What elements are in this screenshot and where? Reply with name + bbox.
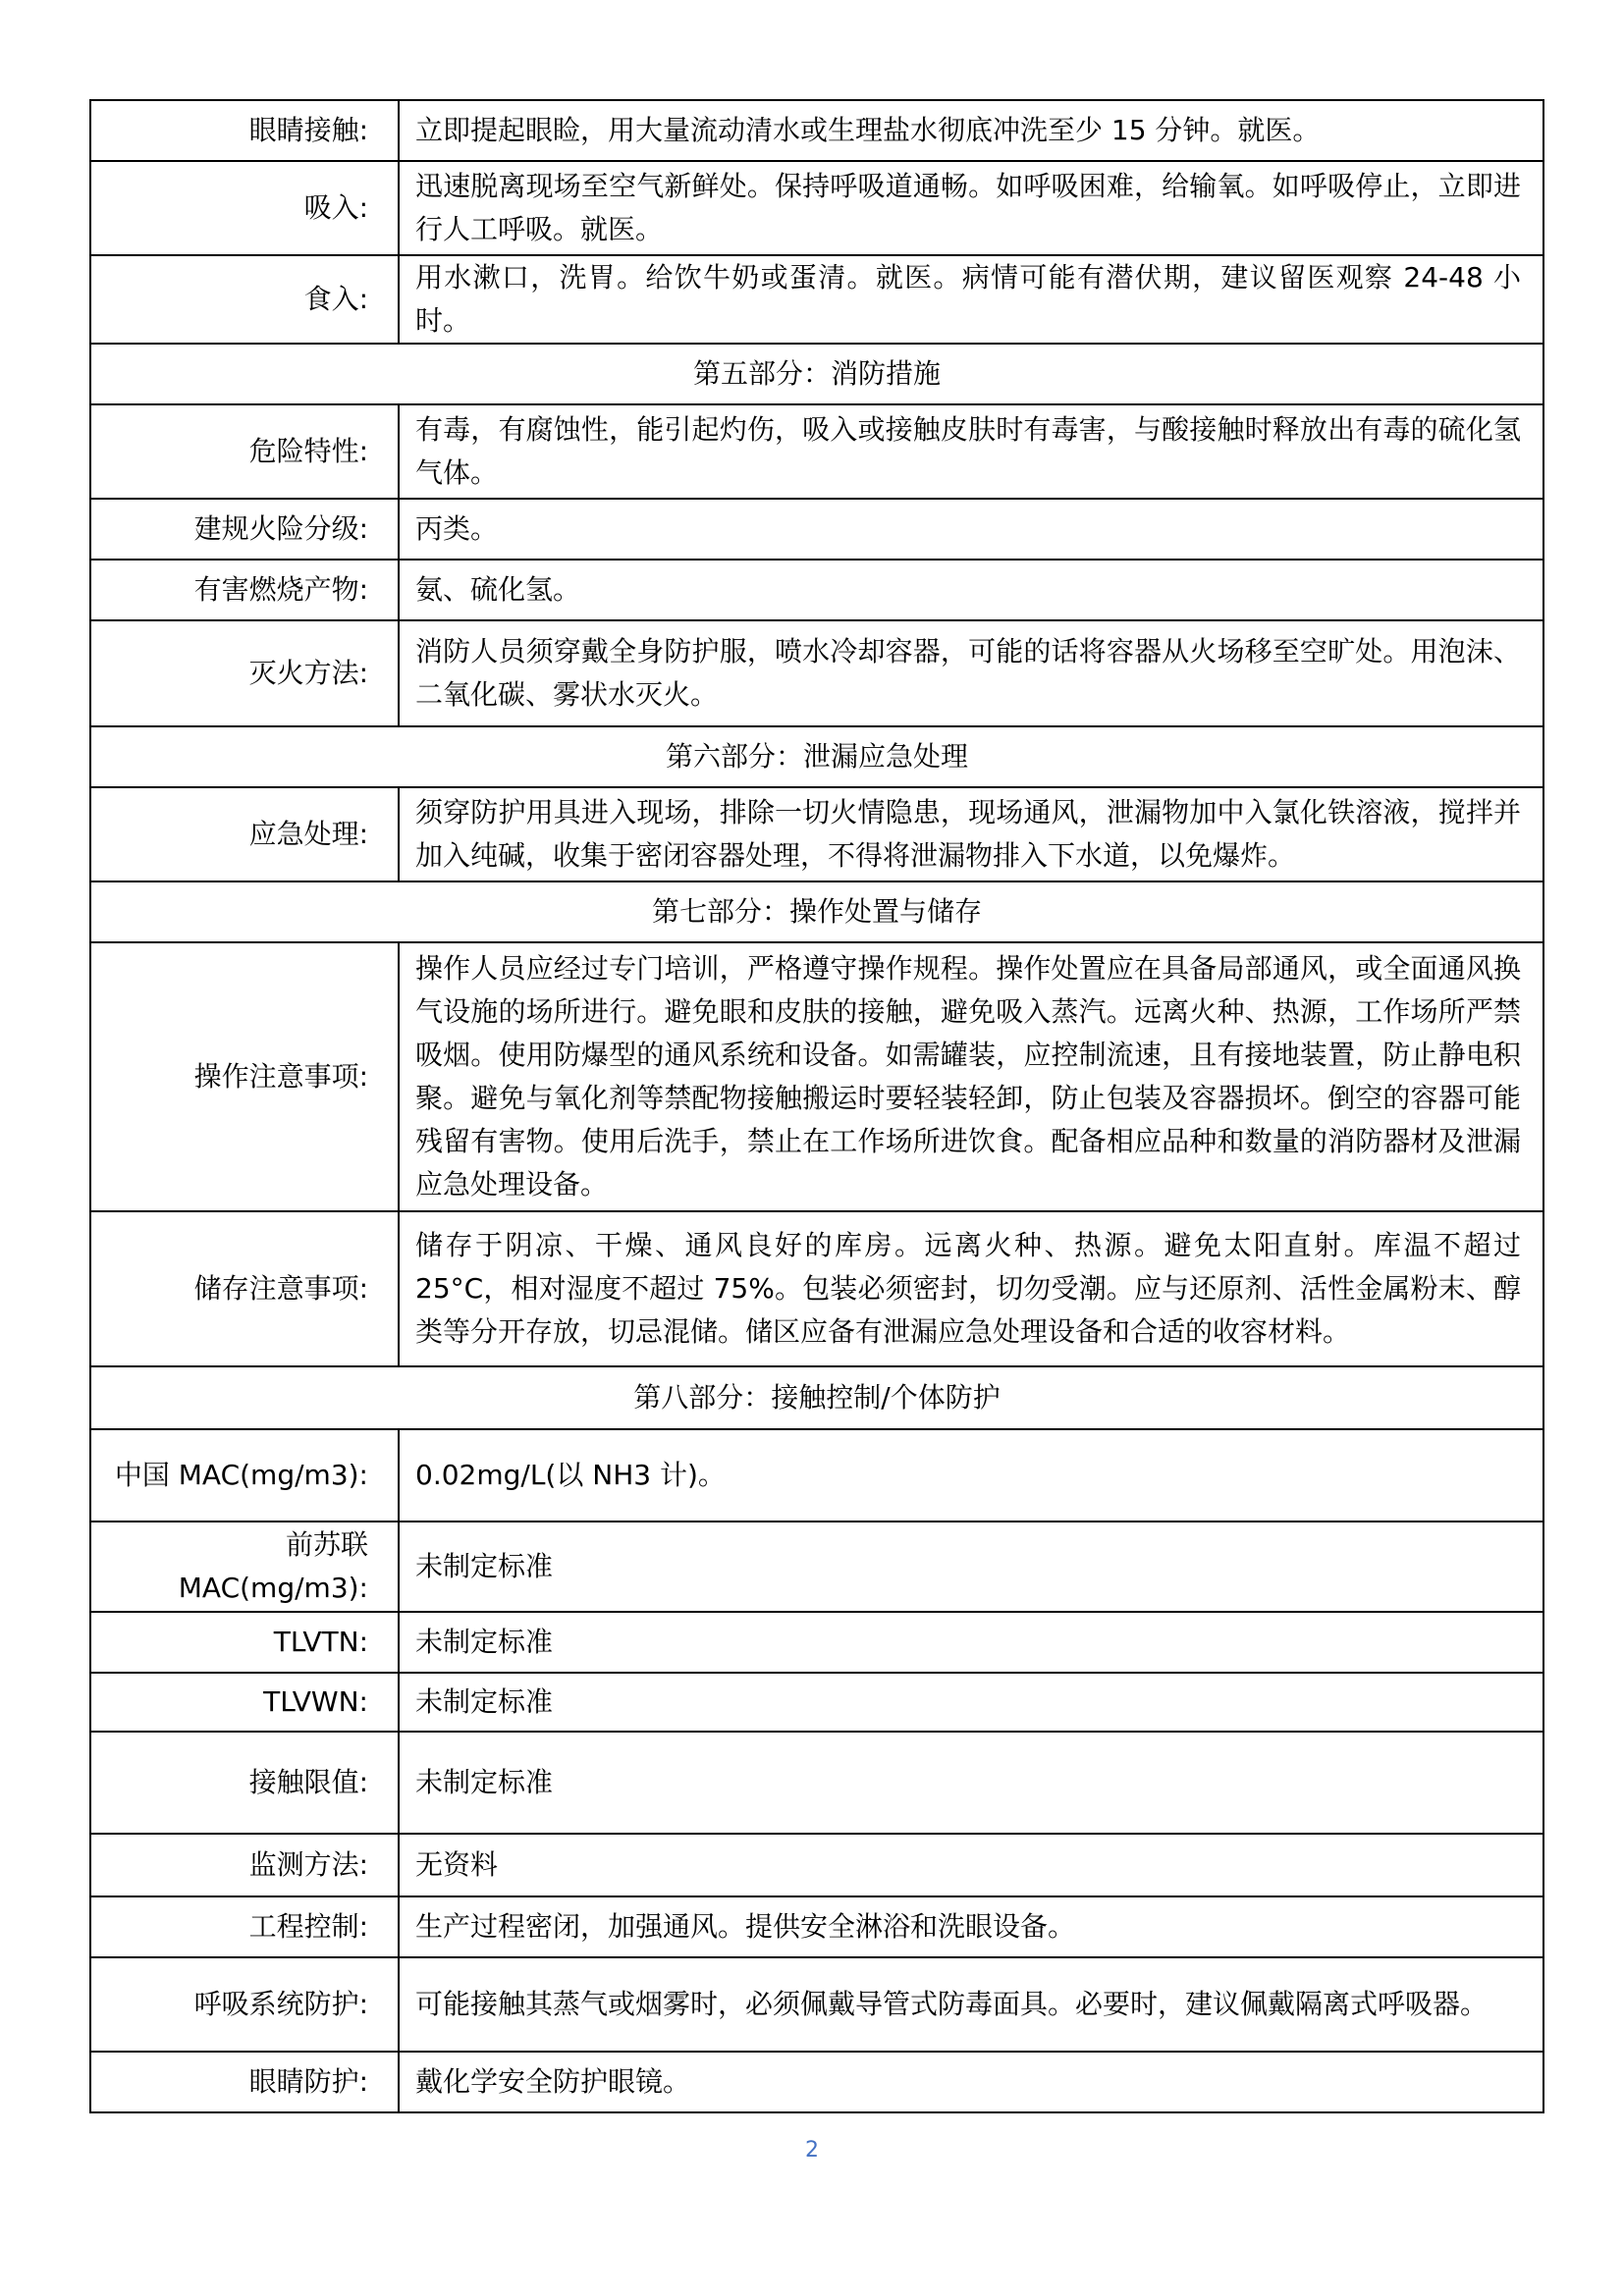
table-row [90, 2052, 1543, 2112]
table-row [90, 255, 1543, 344]
field-label: TLVWN: [90, 1673, 399, 1732]
table-row [90, 1522, 1543, 1612]
page-number: 2 [805, 2138, 819, 2163]
field-label: 呼吸系统防护: [90, 1957, 399, 2052]
section-title: 第六部分：泄漏应急处理 [90, 726, 1543, 787]
table-row [90, 1211, 1543, 1366]
table-row [90, 1673, 1543, 1732]
table-row [90, 499, 1543, 560]
section-title: 第八部分：接触控制/个体防护 [90, 1366, 1543, 1429]
field-value: 氨、硫化氢。 [399, 560, 1543, 620]
field-value: 立即提起眼睑，用大量流动清水或生理盐水彻底冲洗至少 15 分钟。就医。 [399, 100, 1543, 161]
field-value: 有毒，有腐蚀性，能引起灼伤，吸入或接触皮肤时有毒害，与酸接触时释放出有毒的硫化氢气体。 [399, 404, 1543, 499]
field-value: 0.02mg/L(以 NH3 计)。 [399, 1429, 1543, 1522]
field-value: 未制定标准 [399, 1732, 1543, 1834]
field-label: 吸入: [90, 161, 399, 255]
table-row [90, 100, 1543, 161]
section-header-row [90, 726, 1543, 787]
table-row [90, 620, 1543, 726]
field-label: 应急处理: [90, 787, 399, 881]
field-label: 储存注意事项: [90, 1211, 399, 1366]
field-value: 用水漱口，洗胃。给饮牛奶或蛋清。就医。病情可能有潜伏期，建议留医观察 24-48 小时。 [399, 255, 1543, 344]
table-row [90, 404, 1543, 499]
field-label: 操作注意事项: [90, 942, 399, 1211]
field-value: 消防人员须穿戴全身防护服，喷水冷却容器，可能的话将容器从火场移至空旷处。用泡沫、二氧化碳、雾状水灭火。 [399, 620, 1543, 726]
field-value: 未制定标准 [399, 1522, 1543, 1612]
table-row [90, 1612, 1543, 1673]
field-value: 迅速脱离现场至空气新鲜处。保持呼吸道通畅。如呼吸困难，给输氧。如呼吸停止，立即进行人工呼吸。就医。 [399, 161, 1543, 255]
field-value: 戴化学安全防护眼镜。 [399, 2052, 1543, 2112]
table-row [90, 1732, 1543, 1834]
table-row [90, 1429, 1543, 1522]
msds-table [89, 99, 1544, 2113]
field-label: 中国 MAC(mg/m3): [90, 1429, 399, 1522]
field-value: 生产过程密闭，加强通风。提供安全淋浴和洗眼设备。 [399, 1896, 1543, 1957]
field-value: 丙类。 [399, 499, 1543, 560]
table-row [90, 161, 1543, 255]
field-value: 无资料 [399, 1834, 1543, 1896]
table-body [90, 100, 1543, 2112]
field-label: 接触限值: [90, 1732, 399, 1834]
section-title: 第五部分：消防措施 [90, 344, 1543, 404]
table-row [90, 1834, 1543, 1896]
field-label: 工程控制: [90, 1896, 399, 1957]
field-label: 食入: [90, 255, 399, 344]
field-label: 眼睛接触: [90, 100, 399, 161]
table-row [90, 1957, 1543, 2052]
field-value: 未制定标准 [399, 1612, 1543, 1673]
field-label: 建规火险分级: [90, 499, 399, 560]
field-value: 操作人员应经过专门培训，严格遵守操作规程。操作处置应在具备局部通风，或全面通风换气设施的场所进行。避免眼和皮肤的接触，避免吸入蒸汽。远离火种、热源，工作场所严禁吸烟。使用防爆型的通风系统和设备。如需罐装，应控制流速，且有接地装置，防止静电积聚。避免与氧化剂等禁配物接触搬运时要轻装轻卸，防止包装及容器损坏。倒空的容器可能残留有害物。使用后洗手，禁止在工作场所进饮食。配备相应品种和数量的消防器材及泄漏应急处理设备。 [399, 942, 1543, 1211]
field-label: 灭火方法: [90, 620, 399, 726]
section-header-row [90, 1366, 1543, 1429]
section-title: 第七部分：操作处置与储存 [90, 881, 1543, 942]
field-value: 可能接触其蒸气或烟雾时，必须佩戴导管式防毒面具。必要时，建议佩戴隔离式呼吸器。 [399, 1957, 1543, 2052]
field-value: 须穿防护用具进入现场，排除一切火情隐患，现场通风，泄漏物加中入氯化铁溶液，搅拌并加入纯碱，收集于密闭容器处理，不得将泄漏物排入下水道，以免爆炸。 [399, 787, 1543, 881]
field-value: 储存于阴凉、干燥、通风良好的库房。远离火种、热源。避免太阳直射。库温不超过 25°C，相对湿度不超过 75%。包装必须密封，切勿受潮。应与还原剂、活性金属粉末、醇类等分开存放，切忌混储。储区应备有泄漏应急处理设备和合适的收容材料。 [399, 1211, 1543, 1366]
section-header-row [90, 881, 1543, 942]
table-row [90, 942, 1543, 1211]
field-label: 有害燃烧产物: [90, 560, 399, 620]
field-value: 未制定标准 [399, 1673, 1543, 1732]
field-label: 监测方法: [90, 1834, 399, 1896]
section-header-row [90, 344, 1543, 404]
table-row [90, 560, 1543, 620]
field-label: 前苏联 MAC(mg/m3): [90, 1522, 399, 1612]
field-label: 危险特性: [90, 404, 399, 499]
table-row [90, 1896, 1543, 1957]
table-row [90, 787, 1543, 881]
field-label: TLVTN: [90, 1612, 399, 1673]
field-label: 眼睛防护: [90, 2052, 399, 2112]
